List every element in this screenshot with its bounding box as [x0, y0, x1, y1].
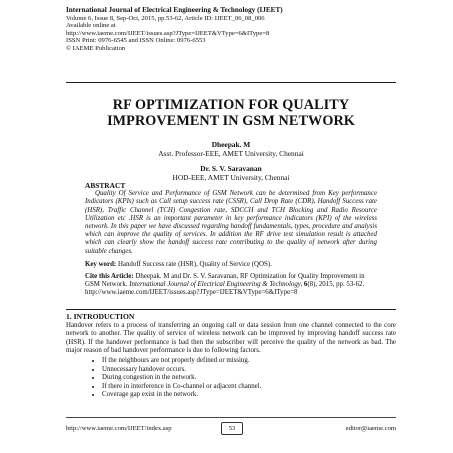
publisher: © IAEME Publication	[66, 44, 126, 52]
footer-email[interactable]: editor@iaeme.com	[345, 425, 396, 432]
author-name: Dheepak. M	[211, 140, 251, 149]
cite-journal: International Journal of Electrical Engineering & Technology,	[129, 281, 303, 289]
header-divider	[66, 82, 396, 83]
page-number: 53	[221, 422, 243, 435]
cite-rest: (8), 2015, pp. 53-62.	[307, 281, 365, 289]
cite-link[interactable]: http://www.iaeme.com/IJEET/issues.asp?JType=IJEET&VType=6&IType=8	[85, 289, 298, 297]
issn-info: ISSN Print: 0976-6545 and ISSN Online: 0976-6553	[66, 37, 206, 45]
introduction-section	[66, 313, 396, 400]
footer-divider	[66, 417, 396, 418]
cite-label: Cite this Article:	[85, 273, 134, 281]
journal-header	[66, 7, 396, 53]
footer-link[interactable]: http://www.iaeme.com/IJEET/index.asp	[66, 425, 172, 432]
list-item: • Unnecessary handover occurs.	[102, 366, 396, 375]
cite-volume: 6	[303, 281, 308, 289]
intro-paragraph: Handover refers to a process of transferring an ongoing call or data session from one channel connected to the core network to another. The quality of service of wireless network can be improved by improving handoff success rate (HSR). If the handover performance is bad then the subscriber will perceive the quality of the network as bad. The major reason of bad handover performance is due to following factors.	[66, 322, 396, 354]
paper-title	[66, 97, 396, 129]
title-line-1: RF OPTIMIZATION FOR QUALITY	[112, 97, 350, 113]
keywords-label: Key word:	[85, 260, 117, 268]
abstract-heading: ABSTRACT	[85, 181, 126, 190]
section-heading: 1. INTRODUCTION	[66, 312, 135, 321]
journal-name: International Journal of Electrical Engineering & Technology (IJEET)	[66, 6, 283, 14]
list-item: • Coverage gap exist in the network.	[102, 391, 396, 400]
volume-info: Volume 6, Issue 8, Sep-Oct, 2015, pp.53-62, Article ID: IJEET_06_08_006	[66, 14, 265, 22]
citation	[85, 273, 377, 298]
section-divider	[66, 309, 396, 310]
author-block-2	[66, 164, 396, 182]
author-name: Dr. S. V. Saravanan	[200, 164, 262, 173]
author-block-1	[66, 140, 396, 158]
list-item: • During congestion in the network.	[102, 374, 396, 383]
issue-link[interactable]: http://www.iaeme.com/IJEET/issues.asp?JType=IJEET&VType=6&IType=8	[66, 29, 270, 37]
author-affiliation: HOD-EEE, AMET University, Chennai	[172, 173, 290, 182]
author-affiliation: Asst. Professor-EEE, AMET University, Chennai	[158, 149, 304, 158]
abstract-section	[85, 182, 377, 298]
list-item: • If the neighbours are not properly defined or missing.	[102, 357, 396, 366]
abstract-text: Quality Of Service and Performance of GSM Network can be determined from Key performance Indicators (KPIs) such as Call setup success rate (CSSR), Call Drop Rate (CDR), Handoff Success rate (HSR), Traffic Channel (TCH) Congestion rate, SDCCH and TCH Blocking and Radio Resource Utilization etc .HSR is an important parameter in key performance indicators (KPI) of the wireless network. In this paper we have discussed regarding handoff fundamentals, types, procedure and analysis which can improve the quality of services. In addition the RF drive test simulation result is attached which can clearly show the handoff success rate contributing to the quality of network after during suitable changes.	[85, 190, 377, 255]
available-online: Available online at	[66, 22, 116, 30]
title-line-2: IMPROVEMENT IN GSM NETWORK	[107, 113, 355, 129]
list-item: • If there in interference in Co-channel or adjacent channel.	[102, 383, 396, 392]
keywords	[85, 261, 377, 269]
factor-list	[66, 357, 396, 400]
keywords-text: Handoff Success rate (HSR), Quality of Service (QOS).	[117, 260, 272, 268]
cite-text: Dheepak. M and Dr. S. V. Saravanan, RF Optimization for Quality Improvement in GSM Network.	[85, 273, 365, 289]
